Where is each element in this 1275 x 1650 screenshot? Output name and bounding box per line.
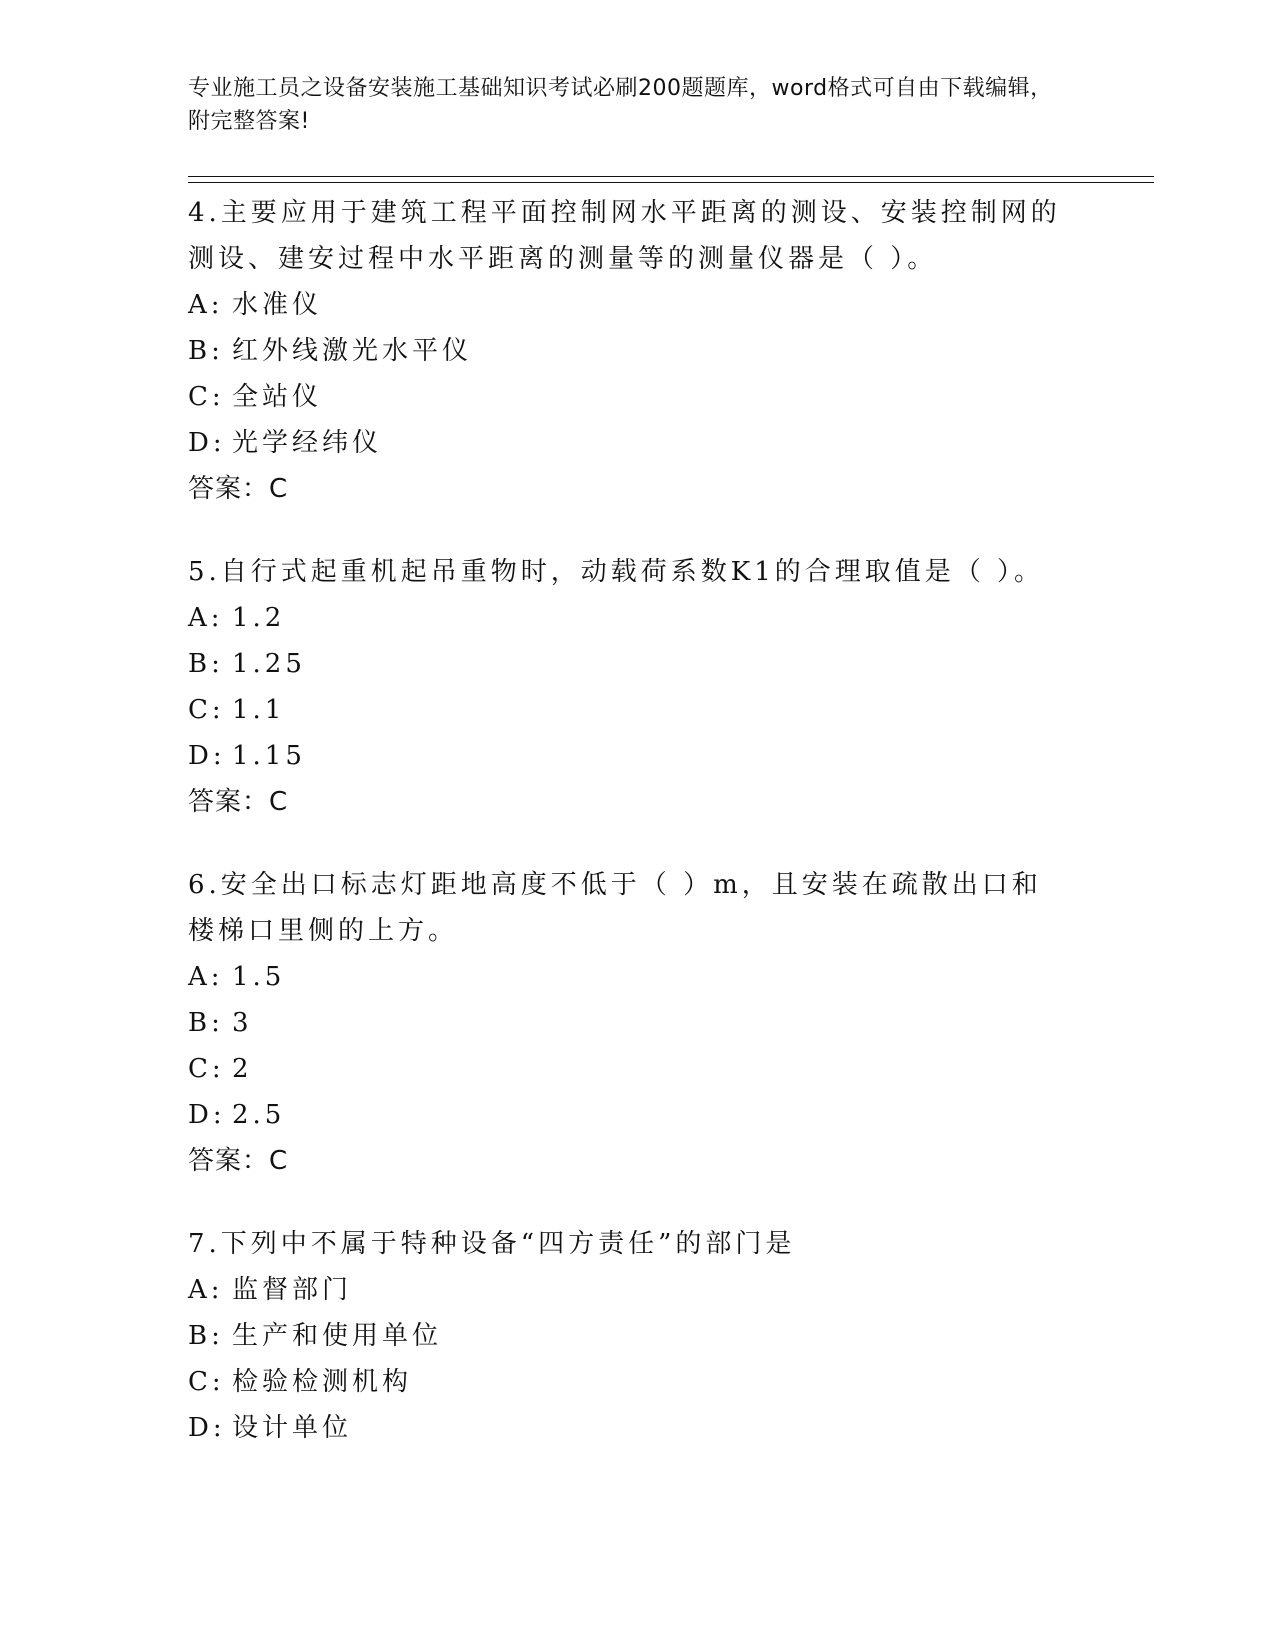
option-text: 检验检测机构 [232,1367,413,1397]
document-header: 专业施工员之设备安装施工基础知识考试必刷200题题库，word格式可自由下载编辑，附完整答案! [188,76,1053,134]
answer-line: 答案：C [188,474,289,504]
question-stem: 7.下列中不属于特种设备“四方责任”的部门是 [188,1229,796,1259]
option-text: 水准仪 [232,290,323,320]
header-rule-top [188,176,1154,177]
option-text: 1.1 [232,695,286,725]
question-5 [188,549,1068,825]
option-key: B: [188,649,224,679]
header-rule-bottom [188,182,1154,183]
option-a [188,282,1068,328]
option-a [188,954,1068,1000]
option-key: D: [188,741,226,771]
option-b [188,1313,1068,1359]
option-text: 设计单位 [232,1413,353,1443]
option-b [188,1000,1068,1046]
option-text: 2 [232,1054,253,1084]
option-text: 2.5 [232,1100,286,1130]
question-list [188,190,1068,1488]
option-key: B: [188,336,224,366]
option-b [188,328,1068,374]
question-stem: 4.主要应用于建筑工程平面控制网水平距离的测设、安装控制网的测设、建安过程中水平距离的测量等的测量仪器是（ ）。 [188,198,1061,274]
option-key: A: [188,962,224,992]
answer-line: 答案：C [188,787,289,817]
option-a [188,1267,1068,1313]
option-text: 3 [232,1008,253,1038]
option-key: C: [188,1367,225,1397]
option-text: 1.5 [232,962,286,992]
option-d [188,1092,1068,1138]
option-key: C: [188,1054,225,1084]
option-key: D: [188,1100,226,1130]
option-key: A: [188,290,224,320]
option-key: C: [188,695,225,725]
option-key: B: [188,1321,224,1351]
option-d [188,1405,1068,1451]
option-text: 全站仪 [232,382,323,412]
option-c [188,687,1068,733]
option-a [188,595,1068,641]
option-text: 生产和使用单位 [232,1321,443,1351]
option-key: D: [188,1413,226,1443]
option-b [188,641,1068,687]
option-key: A: [188,1275,224,1305]
option-key: A: [188,603,224,633]
option-text: 1.25 [232,649,306,679]
question-stem: 6.安全出口标志灯距地高度不低于（ ）m，且安装在疏散出口和楼梯口里侧的上方。 [188,870,1042,946]
option-key: B: [188,1008,224,1038]
option-c [188,374,1068,420]
option-text: 监督部门 [232,1275,353,1305]
option-text: 1.2 [232,603,286,633]
question-7 [188,1221,1068,1451]
question-6 [188,862,1068,1184]
question-4 [188,190,1068,512]
option-c [188,1046,1068,1092]
option-text: 光学经纬仪 [232,428,383,458]
option-d [188,733,1068,779]
question-stem: 5.自行式起重机起吊重物时，动载荷系数K1的合理取值是（ ）。 [188,557,1045,587]
option-key: C: [188,382,225,412]
option-key: D: [188,428,226,458]
option-d [188,420,1068,466]
option-text: 红外线激光水平仪 [232,336,473,366]
option-text: 1.15 [232,741,306,771]
answer-line: 答案：C [188,1146,289,1176]
option-c [188,1359,1068,1405]
